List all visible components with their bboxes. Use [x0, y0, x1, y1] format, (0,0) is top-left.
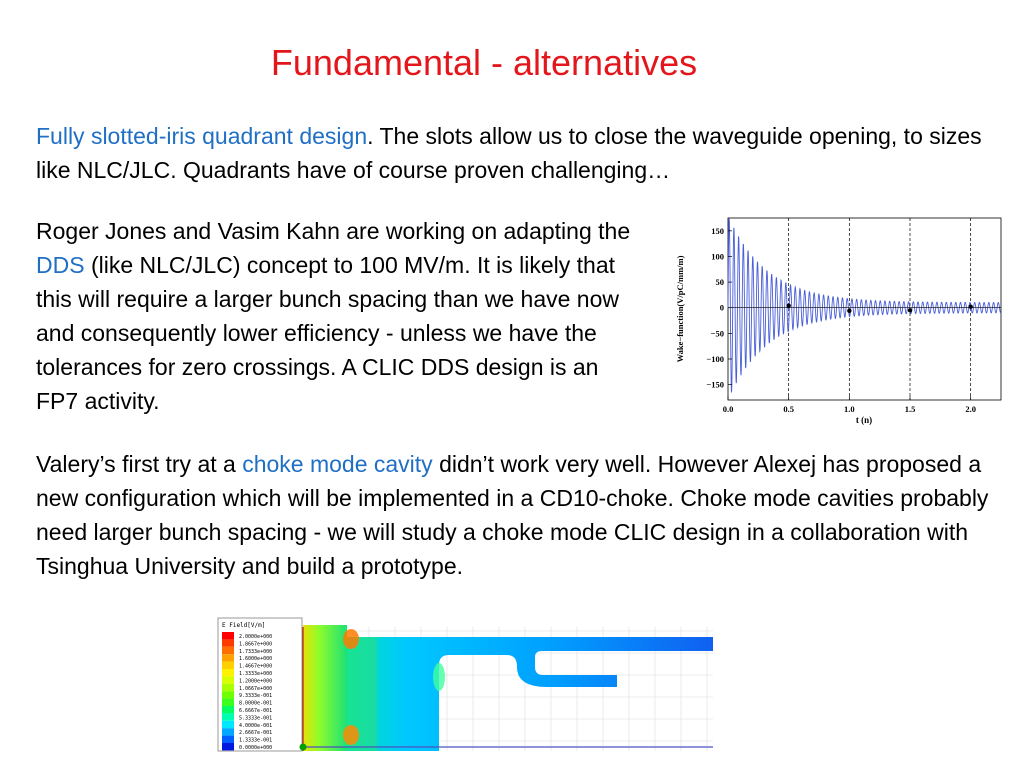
legend-swatch	[222, 669, 234, 676]
legend-swatch	[222, 699, 234, 706]
legend-value: 1.0667e+000	[239, 685, 273, 692]
y-tick-label: −100	[706, 353, 724, 364]
wake-function-chart	[672, 213, 1012, 428]
paragraph-quadrant-text: . The slots allow us to close the waveguide opening, to sizes like NLC/JLC. Quadrants have of course proven challenging…	[36, 123, 982, 183]
legend-swatch	[222, 743, 234, 750]
legend-swatch	[222, 639, 234, 646]
legend-swatch	[222, 713, 234, 720]
cavity-geometry	[300, 625, 714, 751]
legend-swatch	[222, 662, 234, 669]
marker-point	[908, 308, 912, 312]
legend-value: 9.3333e-001	[239, 693, 273, 700]
paragraph-choke-text-before: Valery’s first try at a	[36, 451, 243, 477]
legend-value: 8.0000e-001	[239, 700, 273, 707]
legend-swatch	[222, 691, 234, 698]
legend-swatch	[222, 654, 234, 661]
field-legend-entries	[222, 632, 272, 751]
wake-series-line	[728, 218, 1001, 392]
paragraph-quadrant	[36, 119, 986, 187]
legend-swatch	[222, 736, 234, 743]
legend-swatch	[222, 706, 234, 713]
y-tick-label: −150	[706, 379, 724, 390]
paragraph-choke	[36, 447, 996, 583]
slide-title: Fundamental - alternatives	[270, 42, 698, 83]
e-field-simulation	[217, 617, 717, 757]
legend-value: 2.0000e+000	[239, 634, 273, 640]
x-tick-label: 1.5	[904, 404, 916, 414]
dds-link[interactable]: DDS	[36, 252, 85, 278]
y-tick-label: 0	[719, 302, 724, 313]
x-tick-label: 0.5	[783, 404, 794, 414]
legend-value: 1.8667e+000	[239, 641, 273, 648]
legend-swatch	[222, 684, 234, 691]
legend-value: 1.7333e+000	[239, 648, 273, 655]
legend-value: 1.3333e-001	[239, 737, 273, 744]
x-tick-labels	[723, 396, 976, 414]
legend-value: 0.0000e+000	[239, 745, 273, 751]
legend-value: 1.2000e+000	[239, 678, 273, 685]
choke-mode-cavity-link[interactable]: choke mode cavity	[242, 451, 433, 477]
y-tick-label: 100	[711, 251, 724, 262]
paragraph-dds-text-after: (like NLC/JLC) concept to 100 MV/m. It is likely that this will require a larger bunch spacing than we have now and consequently lower efficiency - unless we have the tolerances for zero crossings. A CLIC DDS design is an FP7 activity.	[36, 252, 619, 414]
legend-value: 5.3333e-001	[239, 715, 273, 722]
x-tick-label: 0.0	[722, 404, 734, 414]
legend-value: 6.6667e-001	[239, 708, 273, 714]
quadrant-design-link[interactable]: Fully slotted-iris quadrant design	[36, 123, 368, 149]
y-tick-label: −50	[710, 328, 724, 339]
legend-value: 1.6000e+000	[239, 656, 273, 663]
marker-point	[786, 303, 790, 307]
legend-swatch	[222, 721, 234, 728]
marker-point	[847, 309, 851, 313]
x-axis-label: t (n)	[855, 415, 873, 425]
marker-point	[968, 304, 972, 308]
legend-value: 1.4667e+000	[239, 663, 273, 670]
y-tick-label: 50	[715, 277, 724, 288]
legend-swatch	[222, 676, 234, 683]
y-axis-label: Wake−function(V/pC/mm/m)	[675, 255, 685, 363]
legend-value: 2.6667e-001	[239, 730, 273, 737]
paragraph-dds-text-before: Roger Jones and Vasim Kahn are working on adapting the	[36, 218, 631, 244]
x-tick-label: 2.0	[965, 404, 976, 414]
legend-swatch	[222, 632, 234, 639]
legend-swatch	[222, 647, 234, 654]
legend-swatch	[222, 728, 234, 735]
y-tick-label: 150	[711, 225, 724, 236]
legend-value: 1.3333e+000	[239, 671, 273, 677]
field-legend-title: E Field[V/m]	[222, 622, 266, 629]
paragraph-choke-text-after: didn’t work very well. However Alexej has proposed a new configuration which will be implemented in a CD10-choke. Choke mode cavities probably need larger bunch spacing - we will study a choke mode CLIC design in a collaboration with Tsinghua University and build a prototype.	[36, 451, 989, 579]
paragraph-dds	[36, 214, 646, 418]
legend-value: 4.0000e-001	[239, 722, 273, 729]
x-tick-label: 1.0	[844, 404, 855, 414]
